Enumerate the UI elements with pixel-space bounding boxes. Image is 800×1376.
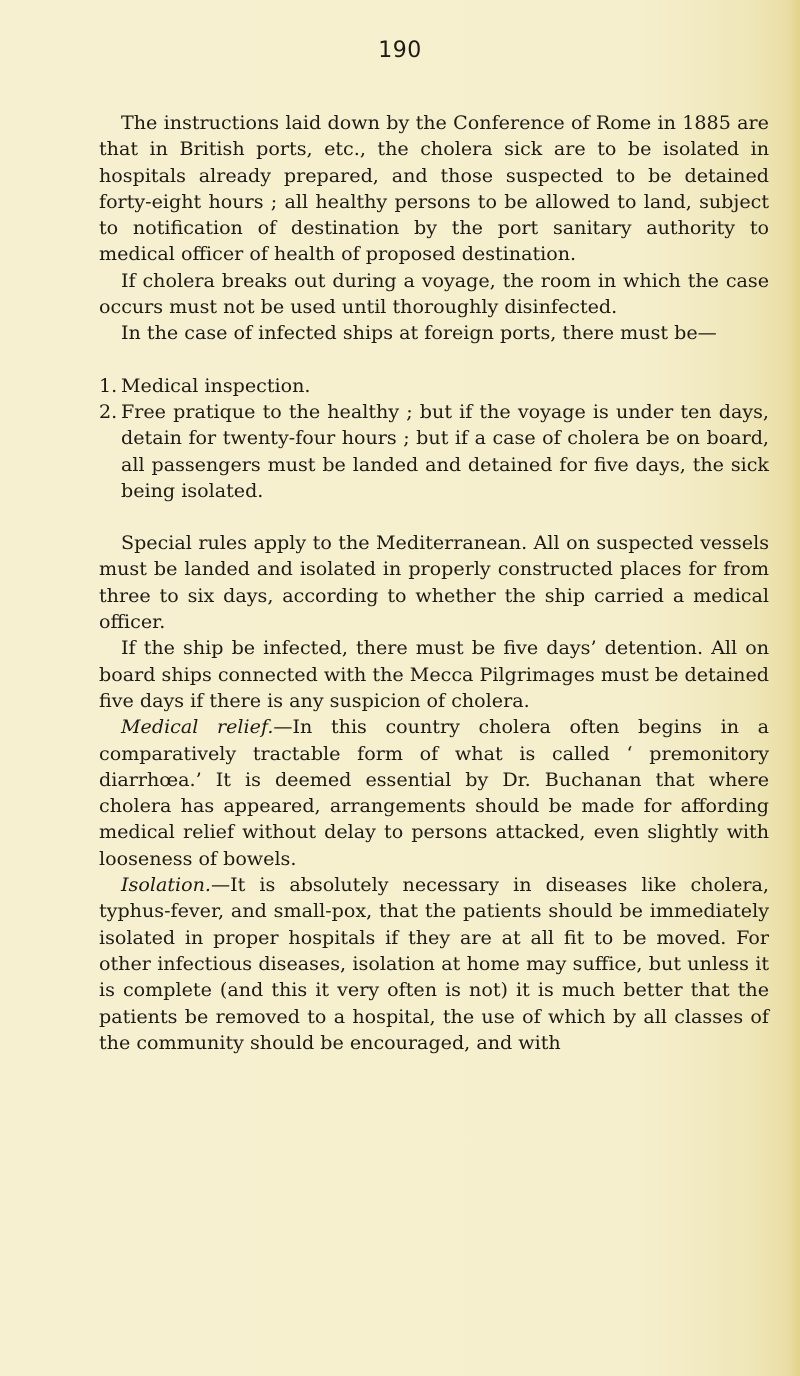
body-text — [99, 110, 769, 1056]
paragraph-infected-ship: If the ship be infected, there must be five days’ detention. All on board ships connected with the Mecca Pilgrimages must be detained five days if there is any suspicion of cholera. — [99, 636, 769, 712]
paragraph-mediterranean: Special rules apply to the Mediterranean. All on suspected vessels must be landed and isolated in properly constructed places for from three to six days, according to whether the ship carried a medical officer. — [99, 531, 769, 634]
paragraph-voyage-outbreak: If cholera breaks out during a voyage, the room in which the case occurs must not be used until thoroughly disinfected. — [99, 268, 769, 319]
paragraph-isolation — [99, 872, 769, 1056]
section-lead-isolation: Isolation. — [121, 873, 211, 897]
paragraph-medical-relief — [99, 714, 769, 872]
list-item-text: Medical inspection. — [121, 373, 311, 397]
requirements-list — [99, 373, 769, 504]
section-lead-medical-relief: Medical relief. — [121, 715, 274, 739]
page-number: 190 — [378, 38, 422, 63]
paragraph-foreign-ports: In the case of infected ships at foreign ports, there must be— — [121, 321, 717, 345]
list-item — [99, 373, 769, 399]
isolation-text: —It is absolutely necessary in diseases like cholera, typhus-fever, and small-pox, that the patients should be immediately isolated in proper hospitals if they are at all fit to be moved. For other infectious diseases, isolation at home may suffice, but unless it is complete (and this it very often is not) it is much better that the patients be removed to a hospital, the use of which by all classes of the community should be encouraged, and with — [99, 873, 769, 1054]
medical-relief-text: —In this country cholera often begins in a comparatively tractable form of what is called ‘ premonitory diarrhœa.’ It is deemed essential by Dr. Buchanan that where cholera has appeared, arrangements should be made for affording medical relief without delay to persons attacked, even slightly with looseness of bowels. — [99, 715, 770, 870]
list-item-number: 1. — [99, 373, 118, 397]
list-item-number: 2. — [99, 399, 118, 423]
page-edge-shading — [786, 0, 800, 1376]
list-item-text: Free pratique to the healthy ; but if the voyage is under ten days, detain for twenty-four hours ; but if a case of cholera be on board, all passengers must be landed and detained for five days, the sick being isolated. — [121, 399, 769, 502]
paragraph-rome-conference: The instructions laid down by the Conference of Rome in 1885 are that in British ports, etc., the cholera sick are to be isolated in hospitals already prepared, and those suspected to be detained forty-eight hours ; all healthy persons to be allowed to land, subject to notification of destination by the port sanitary authority to medical officer of health of proposed destination. — [99, 111, 769, 266]
list-item — [99, 399, 769, 504]
